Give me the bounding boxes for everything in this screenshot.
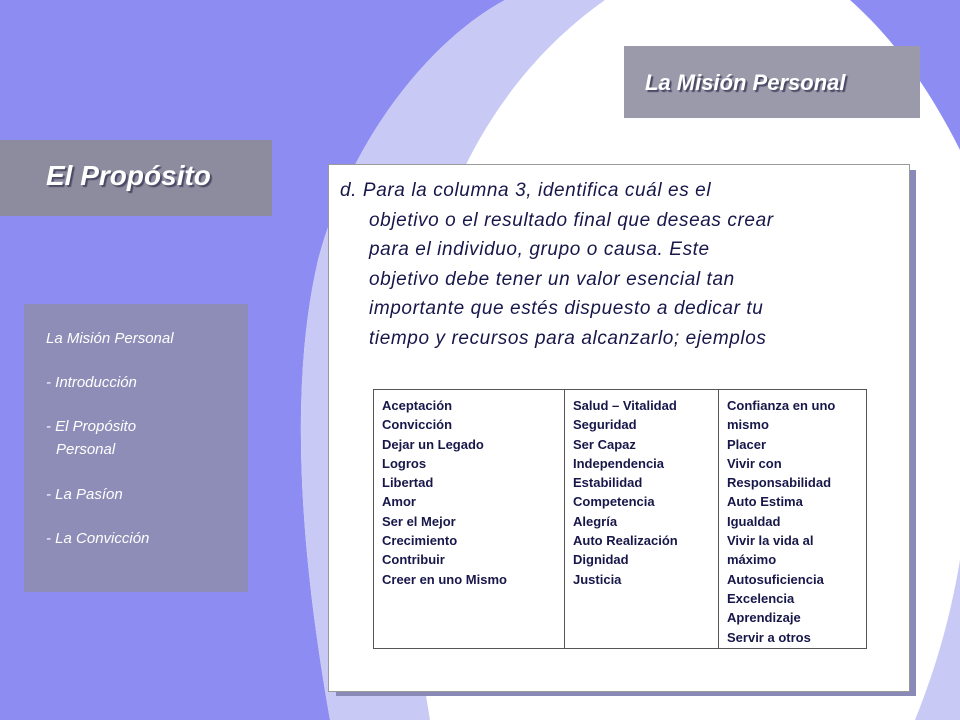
values-column-1	[374, 390, 565, 649]
table-cell-item: Auto Realización	[573, 533, 678, 549]
table-cell-item: Amor	[382, 494, 416, 510]
table-cell-item: Vivir la vida al	[727, 533, 814, 549]
nav-item-conviccion: - La Convicción	[46, 530, 150, 547]
paragraph-line: tiempo y recursos para alcanzarlo; ejemplos	[369, 327, 767, 349]
table-cell-item: Convicción	[382, 417, 453, 433]
column-list	[382, 396, 564, 589]
table-cell-item: Confianza en uno	[727, 398, 836, 413]
table-cell-item: Ser Capaz	[573, 436, 636, 452]
table-cell-item: Autosuficiencia	[727, 571, 824, 587]
nav-item-introduccion: - Introducción	[46, 374, 137, 391]
nav-item-mision-personal: La Misión Personal	[46, 330, 174, 347]
table-cell-item: Libertad	[382, 475, 434, 491]
column-list	[573, 396, 718, 589]
table-cell-item: Ser el Mejor	[382, 513, 456, 529]
table-cell-item: mismo	[727, 417, 769, 433]
values-table	[373, 389, 867, 649]
table-cell-item: Alegría	[573, 513, 618, 529]
table-cell-item: Vivir con	[727, 455, 782, 471]
paragraph-line: d. Para la columna 3, identifica cuál es el	[340, 180, 712, 201]
table-cell-item: Competencia	[573, 494, 655, 510]
values-column-3	[719, 390, 867, 649]
table-cell-item: Igualdad	[727, 513, 781, 529]
table-cell-item: Independencia	[573, 455, 665, 471]
nav-item-proposito: - El Propósito	[46, 418, 137, 435]
column-list	[727, 396, 866, 647]
table-cell-item: Creer en uno Mismo	[382, 571, 507, 587]
nav-item-pasion: - La Pasíon	[46, 486, 123, 503]
table-cell-item: máximo	[727, 552, 777, 568]
table-cell-item: Dignidad	[573, 552, 629, 568]
nav-item-proposito-cont: Personal	[56, 441, 116, 458]
page-title: La Misión Personal	[645, 70, 846, 95]
table-cell-item: Aprendizaje	[727, 610, 801, 626]
table-cell-item: Contribuir	[382, 552, 445, 568]
paragraph-line: objetivo o el resultado final que deseas crear	[369, 209, 774, 231]
table-cell-item: Seguridad	[573, 417, 637, 433]
table-cell-item: Placer	[727, 436, 767, 452]
table-cell-item: Responsabilidad	[727, 475, 832, 491]
table-cell-item: Justicia	[573, 571, 622, 587]
table-cell-item: Servir a otros	[727, 629, 811, 645]
section-title: El Propósito	[46, 160, 211, 191]
paragraph-line: objetivo debe tener un valor esencial tan	[369, 268, 735, 290]
instruction-paragraph	[340, 176, 900, 353]
table-cell-item: Excelencia	[727, 590, 795, 606]
table-cell-item: Logros	[382, 455, 427, 471]
table-cell-item: Crecimiento	[382, 533, 458, 549]
values-column-2	[565, 390, 719, 649]
table-cell-item: Aceptación	[382, 398, 453, 413]
table-cell-item: Auto Estima	[727, 494, 803, 510]
table-cell-item: Salud – Vitalidad	[573, 398, 677, 413]
table-cell-item: Estabilidad	[573, 475, 643, 491]
table-cell-item: Dejar un Legado	[382, 436, 484, 452]
table-row	[374, 390, 867, 649]
paragraph-line: importante que estés dispuesto a dedicar tu	[369, 298, 764, 319]
paragraph-line: para el individuo, grupo o causa. Este	[369, 239, 710, 260]
